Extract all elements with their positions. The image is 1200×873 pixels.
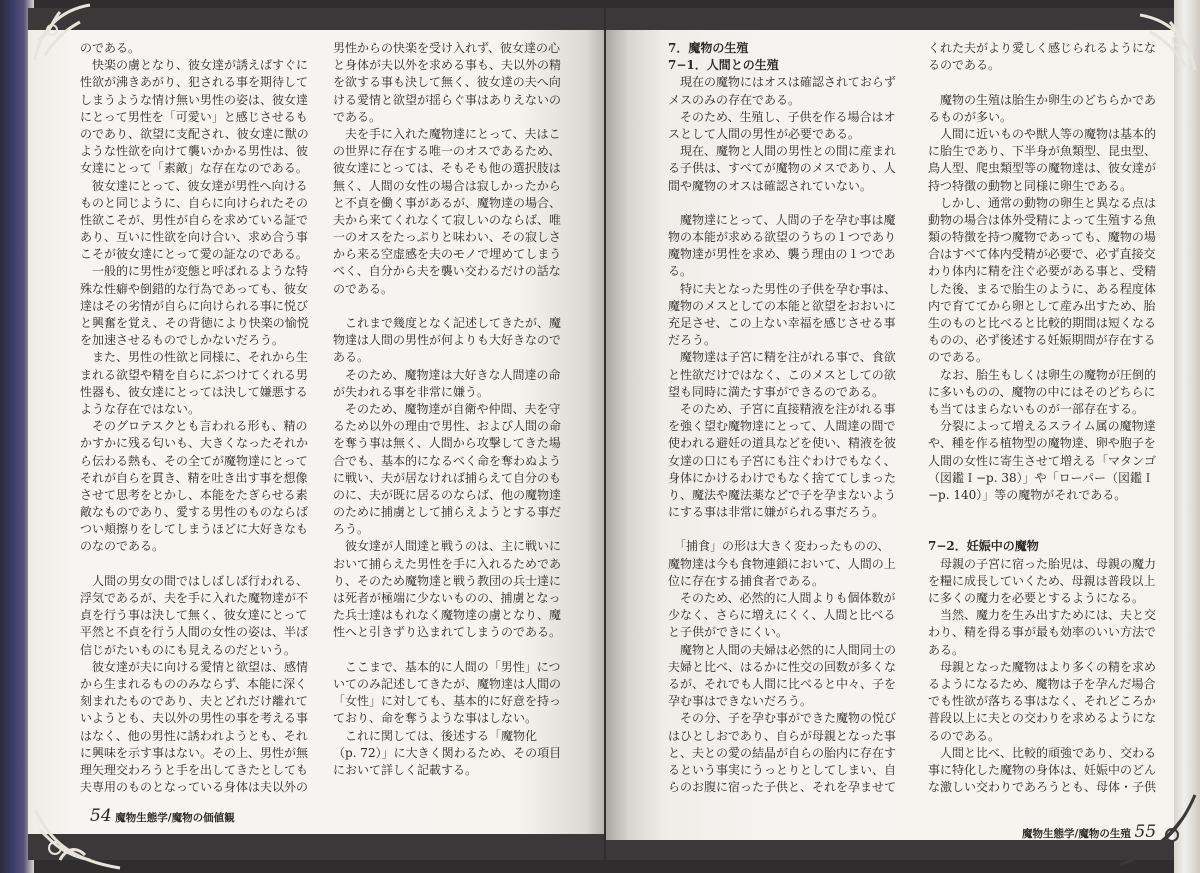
text-line: において詳しく記載する。 xyxy=(333,762,478,777)
text-line: 一のオスをたっぷりと味わい、その寂しさ xyxy=(333,230,561,245)
text-line: 達はその劣情が自らに向けられる事に悦び xyxy=(80,298,309,313)
text-line: 刻まれたものであり、夫とどれだけ離れて xyxy=(80,694,309,709)
text-line: それが自らを貫き、精を吐き出す事を想像 xyxy=(80,470,308,485)
text-line: 人間に近いものや獣人等の魔物は基本的 xyxy=(928,126,1157,141)
text-line: 持つ特徴の動物と同様に卵生である。 xyxy=(928,178,1133,193)
text-line: 夫婦と比べ、はるかに性交の回数が多くな xyxy=(668,659,897,674)
text-line: 「捕食」の形は大きく変わったものの、 xyxy=(668,539,890,554)
text-line: そのため、魔物達は大好きな人間達の命 xyxy=(333,367,561,382)
text-line: を奪う事は無く、人間から攻撃してきた場 xyxy=(333,436,561,451)
text-line: 女達にとって「素敵」な存在なのである。 xyxy=(80,161,308,176)
text-line: 彼女達が人間達と戦うのは、主に戦いに xyxy=(333,539,562,554)
text-line: 身体にかけるわけでもなく捨ててしまった xyxy=(668,470,897,485)
text-line: そのため、生殖し、子供を作る場合はオ xyxy=(668,109,896,124)
text-line: 現在の魔物にはオスは確認されておらず xyxy=(668,75,896,90)
text-line: るため以外の理由で男性、および人間の命 xyxy=(333,419,562,434)
text-line: 一般的に男性が変態と呼ばれるような特 xyxy=(80,264,309,279)
text-line: かすかに残る匂いも、大きくなったそれか xyxy=(80,436,309,451)
text-line: と性欲だけではなく、このメスとしての欲 xyxy=(668,367,896,382)
text-line: 望も同時に満たす事ができるのである。 xyxy=(668,384,885,399)
text-line: 母親の子宮に宿った胎児は、母親の魔力 xyxy=(928,556,1157,571)
text-line xyxy=(333,642,573,659)
text-line: のである。 xyxy=(928,350,989,365)
text-line: はなく、他の男性に誘われようとも、それ xyxy=(80,728,308,743)
text-line: 物達は人間の男性が何よりも大好きなので xyxy=(333,333,562,348)
text-line: 彼女達にとっては、そもそも他の選択肢は xyxy=(333,161,561,176)
left-page-column-2 xyxy=(333,40,573,779)
text-line: まれる欲望や精を自らにぶつけてくれる男 xyxy=(80,367,309,382)
text-line: から生まれるもののみならず、本能に深く xyxy=(80,676,308,691)
text-line: わり体内に精を注ぐ必要がある事と、受精 xyxy=(928,264,1157,279)
text-line: も当てはまらないものが一部存在する。 xyxy=(928,401,1145,416)
text-line: 間や魔物のオスは確認されていない。 xyxy=(668,178,872,193)
text-line: 物の本能が求める欲望のうちの１つであり xyxy=(668,230,897,245)
text-line: しまうような情け無い男性の姿は、彼女達 xyxy=(80,92,309,107)
text-line: 当然、魔力を生み出すためには、夫と交 xyxy=(928,608,1157,623)
text-line: 充足させ、この上ない幸福を感じさせる事 xyxy=(668,316,896,330)
text-line: こそが彼女達にとって愛の証なのである。 xyxy=(80,247,308,262)
text-line: にとって男性を「可愛い」と感じさせるも xyxy=(80,109,308,124)
text-line: 夫を手に入れた魔物達にとって、夫はこ xyxy=(333,126,561,141)
text-line: を強く望む魔物達にとって、人間達の間で xyxy=(668,419,896,434)
text-line: が失われる事を非常に嫌う。 xyxy=(333,384,490,399)
text-line: るようになるため、魔物は子を孕んだ場合 xyxy=(928,676,1156,691)
text-line: るものが多い。 xyxy=(928,109,1013,124)
text-line: のに、夫が既に居るのならば、他の魔物達 xyxy=(333,487,562,502)
text-line: 敵なものであり、愛する男性のものならば xyxy=(80,505,309,520)
text-line: と子供ができにくい。 xyxy=(668,625,789,640)
text-line: 少なく、さらに増えにくく、人間と比べる xyxy=(668,608,896,623)
text-line xyxy=(333,298,573,315)
text-line: を加速させるものでしかないだろう。 xyxy=(80,333,285,348)
text-line: 性器も、彼女達にとっては決して嫌悪する xyxy=(80,384,308,399)
text-line: 人間と比べ、比較的頑強であり、交わる xyxy=(928,745,1157,760)
text-line: に戦い、夫が居なければ捕らえて自分のも xyxy=(333,470,562,485)
text-line: 魔物達は子宮に精を注がれる事で、食欲 xyxy=(668,350,896,365)
text-line: る子供は、すべてが魔物のメスであり、人 xyxy=(668,161,896,176)
text-line: や、種を作る植物型の魔物達、卵や胞子を xyxy=(928,436,1156,451)
text-line: 彼女達が夫に向ける愛情と欲望は、感情 xyxy=(80,659,309,674)
text-line: 殊な性癖や倒錯的な行為であっても、彼女 xyxy=(80,281,308,296)
text-line: のである。 xyxy=(80,41,141,55)
text-line: 合はすべて体内受精が必要で、必ず直接交 xyxy=(928,247,1156,262)
text-line: した後、まるで胎生のように、ある程度体 xyxy=(928,281,1156,296)
book-edge-right xyxy=(1174,0,1200,873)
text-line: るのである。 xyxy=(928,58,1001,73)
text-line: ある。 xyxy=(333,350,370,365)
text-line: 性欲が沸きあがり、犯される事を期待して xyxy=(80,75,309,90)
text-line: これに関しては、後述する「魔物化 xyxy=(333,728,538,743)
text-line: スとして人間の男性が必要である。 xyxy=(668,126,861,141)
text-line: ものの、必ず後述する妊娠期間が存在する xyxy=(928,333,1156,348)
text-line: そのグロテスクとも言われる形も、精の xyxy=(80,419,308,434)
text-line: 生のものと比べると比較的期間は短くなる xyxy=(928,316,1157,330)
text-line: そのため、子宮に直接精液を注がれる事 xyxy=(668,401,896,416)
text-line xyxy=(928,521,1168,538)
text-line: ような性欲を向けて襲いかかる男性は、彼 xyxy=(80,144,309,159)
text-line: に多いものの、魔物の中にはそのどちらに xyxy=(928,384,1156,399)
text-line: メスのみの存在である。 xyxy=(668,92,801,107)
text-line: 魔物達は今も食物連鎖において、人間の上 xyxy=(668,556,896,571)
text-line: 平然と不貞を行う人間の女性の姿は、半ば xyxy=(80,625,309,640)
text-line: 鳥人型、爬虫類型等の魔物達は、彼女達が xyxy=(928,161,1157,176)
text-line: つい頬擦りをしてしまうほどに大好きなも xyxy=(80,522,309,537)
text-line: 特に夫となった男性の子供を孕む事は、 xyxy=(668,281,897,296)
text-line xyxy=(80,556,320,573)
text-line: 母親となった魔物はより多くの精を求め xyxy=(928,659,1157,674)
text-line: と不貞を働く事があるが、魔物達の場合、 xyxy=(333,195,562,210)
text-line: 分裂によって増えるスライム属の魔物達 xyxy=(928,419,1156,434)
text-line: ある。 xyxy=(928,642,965,657)
text-line: らのお腹に宿った子供と、それを孕ませて xyxy=(668,780,897,795)
text-line: を糧に成長していくため、母親は普段以上 xyxy=(928,573,1156,588)
text-line: おいて捕らえた男性を手に入れるためであ xyxy=(333,556,562,571)
text-line: のために捕虜として捕らえようとする事だ xyxy=(333,505,562,520)
text-line: に胎生であり、下半身が魚類型、昆虫型、 xyxy=(928,144,1157,159)
text-line xyxy=(668,195,908,212)
text-line: 「女性」に対しても、基本的に好意を持っ xyxy=(333,694,562,709)
text-line: 快楽の虜となり、彼女達が誘えばすぐに xyxy=(80,58,309,73)
text-line: 夫から来てくれなくて寂しいのならば、唯 xyxy=(333,212,562,227)
text-line: のであり、欲望に支配され、彼女達に獣の xyxy=(80,126,309,141)
text-line: である。 xyxy=(333,109,382,124)
text-line: しかし、通常の動物の卵生と異なる点は xyxy=(928,195,1157,210)
text-line: 男性からの快楽を受け入れず、彼女達の心 xyxy=(333,41,561,55)
text-line: 性へと引きずり込まれてしまうのである。 xyxy=(333,625,562,640)
text-line: そのため、必然的に人間よりも個体数が xyxy=(668,591,896,605)
text-line: （図鑑Ｉ−p. 38）」や「ローパー（図鑑Ｉ xyxy=(928,470,1155,485)
text-line: 夫専用のものとなっている身体は夫以外の xyxy=(80,780,309,795)
text-line: なお、胎生もしくは卵生の魔物が圧倒的 xyxy=(928,367,1157,382)
text-line: 魔物達が男性を求め、襲う理由の１つであ xyxy=(668,247,896,262)
text-line: −p. 140）」等の魔物がそれである。 xyxy=(928,487,1127,502)
text-line: いてのみ記述してきたが、魔物達は人間の xyxy=(333,676,562,691)
text-line: のなのである。 xyxy=(80,539,165,554)
page-number: 54 xyxy=(90,806,112,826)
page-number: 55 xyxy=(1134,822,1157,842)
text-line: から来る空虚感を夫のモノで埋めてしまう xyxy=(333,247,562,262)
text-line: また、男性の性欲と同様に、それから生 xyxy=(80,350,309,365)
text-line: 合でも、基本的になるべく命を奪わぬよう xyxy=(333,453,562,468)
text-line: はひとしおであり、自らが母親となった事 xyxy=(668,728,896,743)
text-line: の世界に存在する唯一のオスであるため、 xyxy=(333,144,561,159)
text-line: これまで幾度となく記述してきたが、魔 xyxy=(333,316,562,330)
text-line: いようとも、夫以外の男性の事を考える事 xyxy=(80,711,309,726)
text-line: 動物の場合は体外受精によって生殖する魚 xyxy=(928,212,1157,227)
text-line: 類の特徴を持つ魔物であっても、魔物の場 xyxy=(928,230,1156,245)
text-line: 女達の口にも子宮にも注ぐわけでもなく、 xyxy=(668,453,896,468)
section-heading: 7．魔物の生殖 xyxy=(668,41,749,55)
page-footer-right xyxy=(1022,822,1156,842)
text-line: り、そのため魔物達と戦う教団の兵士達に xyxy=(333,573,562,588)
text-line: 彼女達にとって、彼女達が男性へ向ける xyxy=(80,178,308,193)
text-line: ており、命を奪うような事はしない。 xyxy=(333,711,538,726)
page-footer-left xyxy=(90,806,235,826)
text-line: るのである。 xyxy=(928,728,1001,743)
text-line: ら伝わる熱も、その全てが魔物達にとって xyxy=(80,453,308,468)
text-line: ける愛情と欲望が揺らぐ事はありえないの xyxy=(333,92,562,107)
text-line: 位に存在する捕食者である。 xyxy=(668,573,825,588)
text-line: べく、自分から夫を襲い交わるだけの話な xyxy=(333,264,561,279)
text-line: その分、子を孕む事ができた魔物の悦び xyxy=(668,711,897,726)
right-page-column-2 xyxy=(928,40,1168,796)
text-line: あり、互いに性欲を向け合い、求め合う事 xyxy=(80,230,309,245)
text-line xyxy=(928,504,1168,521)
text-line: 使われる避妊の道具などを使い、精液を彼 xyxy=(668,436,897,451)
right-page-column-1 xyxy=(668,40,908,796)
text-line: 魔物と人間の夫婦は必然的に人間同士の xyxy=(668,642,897,657)
text-line: ここまで、基本的に人間の「男性」につ xyxy=(333,659,561,674)
text-line: 無く、人間の女性の場合は寂しかったから xyxy=(333,178,561,193)
text-line: を欲する事も決して無く、彼女達の夫へ向 xyxy=(333,75,561,90)
text-line: は死者が極端に少ないものの、捕虜となっ xyxy=(333,591,561,605)
text-line: 浮気であるが、夫を手に入れた魔物達が不 xyxy=(80,591,309,605)
text-line: （p. 72）」に大きく関わるため、その項目 xyxy=(333,745,562,760)
text-line xyxy=(928,74,1168,91)
running-title: 魔物生態学/魔物の生殖 xyxy=(1022,828,1131,840)
text-line: 信じがたいものにも見えるのだという。 xyxy=(80,642,297,657)
section-heading: 7−2．妊娠中の魔物 xyxy=(928,539,1039,554)
text-line: のである。 xyxy=(333,281,394,296)
text-line: ような存在ではない。 xyxy=(80,401,201,416)
text-line xyxy=(668,521,908,538)
text-line: た兵士達はもれなく魔物達の虜となり、魔 xyxy=(333,608,562,623)
text-line: と興奮を覚え、その背徳により快楽の愉悦 xyxy=(80,316,309,330)
text-line: 魔物達にとって、人間の子を孕む事は魔 xyxy=(668,212,896,227)
text-line: ろう。 xyxy=(333,522,370,537)
text-line: り、魔法や魔法薬などで子を孕まないよう xyxy=(668,487,897,502)
text-line: 事に特化した魔物の身体は、妊娠中のどん xyxy=(928,762,1157,777)
text-line: 内で育ててから卵として産み出すため、胎 xyxy=(928,298,1156,313)
text-line: にする事は非常に嫌がられる事だろう。 xyxy=(668,505,885,520)
text-line: そのため、魔物達が自衛や仲間、夫を守 xyxy=(333,401,561,416)
text-line: 魔物のメスとしての本能と欲望をおおいに xyxy=(668,298,897,313)
text-line: 現在、魔物と人間の男性との間に産まれ xyxy=(668,144,897,159)
text-line: 理矢理交わろうと手を出してきたとしても xyxy=(80,762,309,777)
text-line: 普段以上に夫との交わりを求めるようにな xyxy=(928,711,1157,726)
text-line: だろう。 xyxy=(668,333,717,348)
text-line: くれた夫がより愛しく感じられるようにな xyxy=(928,41,1157,55)
text-line: させて思考をとかし、本能をたぎらせる素 xyxy=(80,487,308,502)
text-line: な激しい交わりであろうとも、母体・子供 xyxy=(928,780,1157,795)
text-line: わり、精を得る事が最も効率のいい方法で xyxy=(928,625,1157,640)
text-line: と、夫との愛の結晶が自らの胎内に存在す xyxy=(668,745,897,760)
text-line: る。 xyxy=(668,264,693,279)
text-line: 性欲こそが、男性が自らを求めている証で xyxy=(80,212,309,227)
text-line: に多くの魔力を必要とするようになる。 xyxy=(928,591,1145,605)
text-line: に興味を示す事はない。その上、男性が無 xyxy=(80,745,309,760)
text-line: でも性欲が落ちる事はなく、それどころか xyxy=(928,694,1156,709)
text-line: 人間の男女の間ではしばしば行われる、 xyxy=(80,573,309,588)
text-line: るという事実にうっとりとしてしまい、自 xyxy=(668,762,897,777)
text-line: 人間の女性に寄生させて増える「マタンゴ xyxy=(928,453,1157,468)
text-line: と身体が夫以外を求める事も、夫以外の精 xyxy=(333,58,562,73)
text-line: 孕む事はできないだろう。 xyxy=(668,694,813,709)
running-title: 魔物生態学/魔物の価値観 xyxy=(115,812,235,824)
text-line: ものと同じように、自らに向けられたその xyxy=(80,195,309,210)
text-line: るが、それでも人間に比べると中々、子を xyxy=(668,676,897,691)
section-heading: 7−1．人間との生殖 xyxy=(668,58,779,73)
left-page-column-1 xyxy=(80,40,320,796)
text-line: 魔物の生殖は胎生か卵生のどちらかであ xyxy=(928,92,1157,107)
text-line: 貞を行う事は決して無く、彼女達にとって xyxy=(80,608,308,623)
